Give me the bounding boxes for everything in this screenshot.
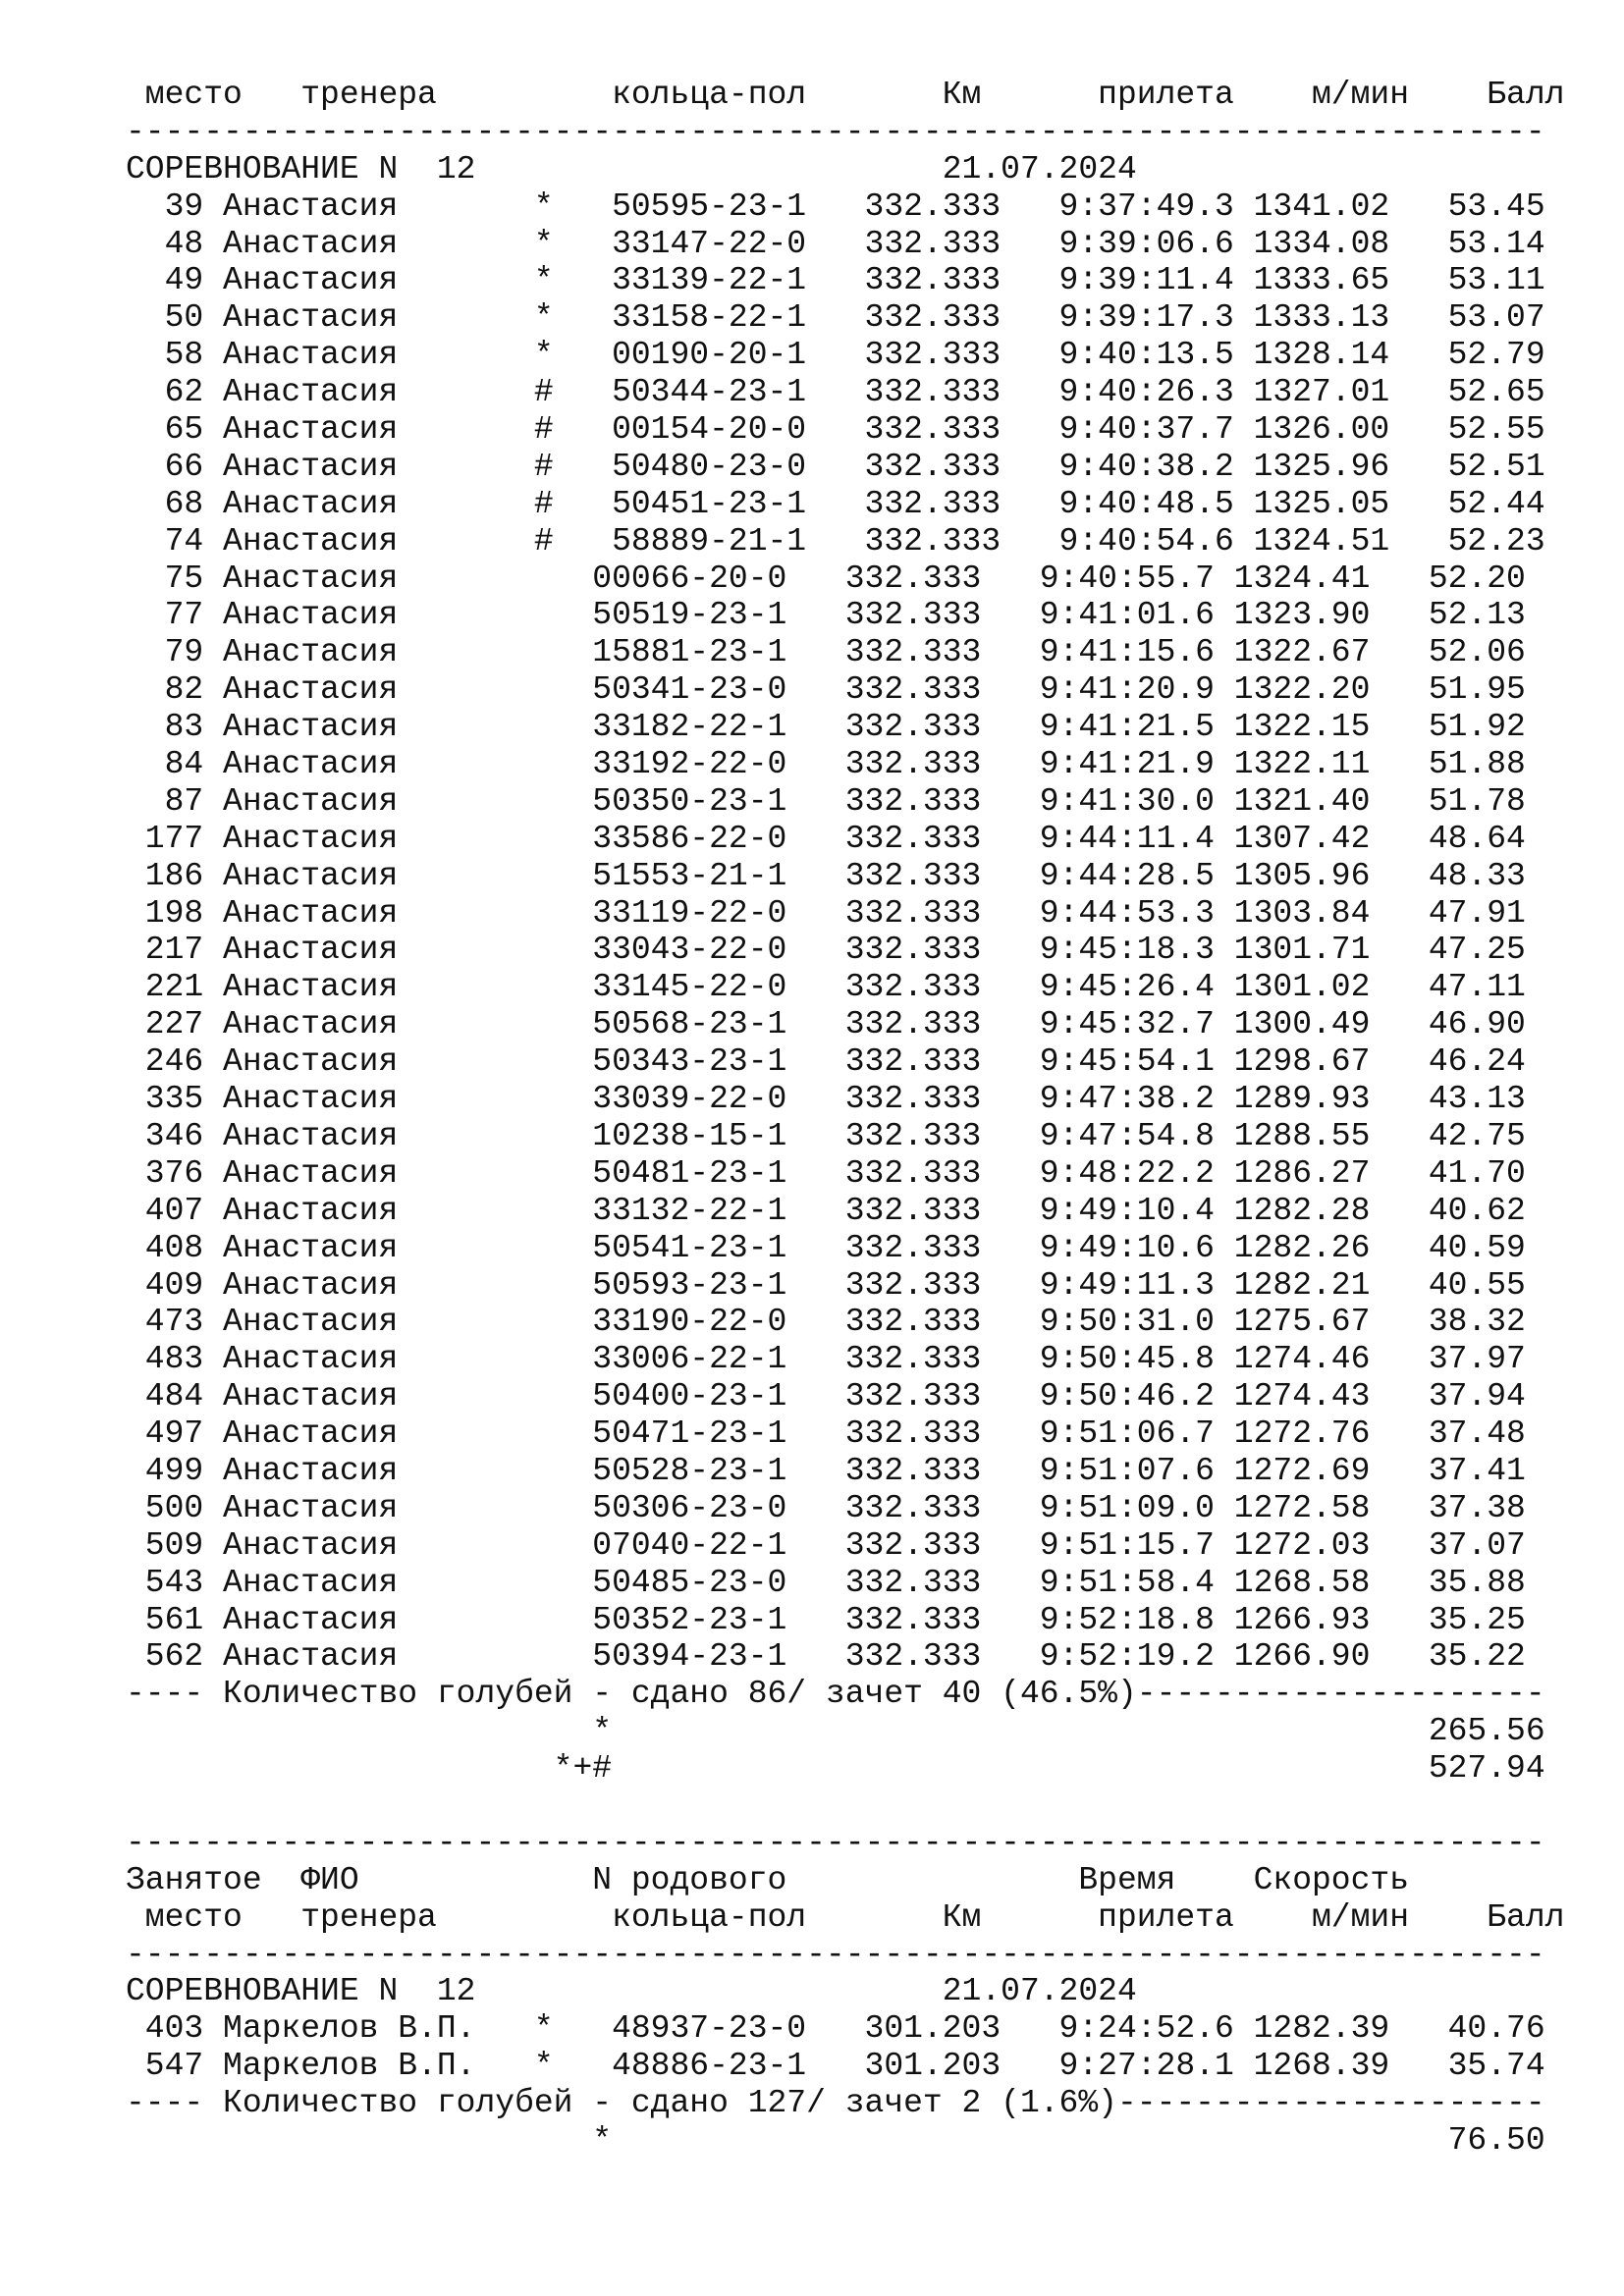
result-row: 84 Анастасия 33192-22-0 332.333 9:41:21.9 1322.11 51.88 <box>126 746 1526 783</box>
result-row: 65 Анастасия # 00154-20-0 332.333 9:40:37.7 1326.00 52.55 <box>126 411 1545 449</box>
result-row: 409 Анастасия 50593-23-1 332.333 9:49:11.3 1282.21 40.55 <box>126 1266 1526 1304</box>
result-row: 547 Маркелов В.П. * 48886-23-1 301.203 9:27:28.1 1268.39 35.74 <box>126 2048 1545 2085</box>
pigeon-count-summary: ---- Количество голубей - сдано 86/ зачет 40 (46.5%)--------------------- <box>126 1676 1545 1713</box>
result-row: 74 Анастасия # 58889-21-1 332.333 9:40:54.6 1324.51 52.23 <box>126 522 1545 560</box>
column-header-line2: место тренера кольца-пол Км прилета м/мин Балл <box>126 77 1565 113</box>
result-row: 509 Анастасия 07040-22-1 332.333 9:51:15.7 1272.03 37.07 <box>126 1526 1526 1564</box>
points-total: * 76.50 <box>126 2121 1545 2159</box>
column-header-line2: место тренера кольца-пол Км прилета м/мин Балл <box>126 1898 1565 1936</box>
result-row: 82 Анастасия 50341-23-0 332.333 9:41:20.9 1322.20 51.95 <box>126 671 1526 709</box>
result-row: 177 Анастасия 33586-22-0 332.333 9:44:11.4 1307.42 48.64 <box>126 820 1526 857</box>
result-row: 77 Анастасия 50519-23-1 332.333 9:41:01.6 1323.90 52.13 <box>126 597 1526 634</box>
blank-line <box>126 1788 1559 1825</box>
result-row: 346 Анастасия 10238-15-1 332.333 9:47:54.8 1288.55 42.75 <box>126 1117 1526 1154</box>
result-row: 198 Анастасия 33119-22-0 332.333 9:44:53.3 1303.84 47.91 <box>126 894 1526 932</box>
result-row: 408 Анастасия 50541-23-1 332.333 9:49:10.6 1282.26 40.59 <box>126 1229 1526 1266</box>
result-row: 227 Анастасия 50568-23-1 332.333 9:45:32.7 1300.49 46.90 <box>126 1006 1526 1043</box>
result-row: 484 Анастасия 50400-23-1 332.333 9:50:46.2 1274.43 37.94 <box>126 1378 1526 1415</box>
points-total: *+# 527.94 <box>126 1750 1545 1788</box>
points-total: * 265.56 <box>126 1713 1545 1750</box>
result-row: 561 Анастасия 50352-23-1 332.333 9:52:18.8 1266.93 35.25 <box>126 1601 1526 1638</box>
pigeon-race-results-report <box>126 77 1565 2197</box>
result-row: 497 Анастасия 50471-23-1 332.333 9:51:06.7 1272.76 37.48 <box>126 1415 1526 1453</box>
result-row: 83 Анастасия 33182-22-1 332.333 9:41:21.5 1322.15 51.92 <box>126 709 1526 746</box>
divider-line: ------------------------------------------------------------------------- <box>126 1936 1545 1973</box>
result-row: 186 Анастасия 51553-21-1 332.333 9:44:28.5 1305.96 48.33 <box>126 857 1526 894</box>
result-row: 562 Анастасия 50394-23-1 332.333 9:52:19.2 1266.90 35.22 <box>126 1638 1526 1676</box>
result-row: 543 Анастасия 50485-23-0 332.333 9:51:58.4 1268.58 35.88 <box>126 1564 1526 1601</box>
result-row: 49 Анастасия * 33139-22-1 332.333 9:39:11.4 1333.65 53.11 <box>126 262 1545 299</box>
result-row: 68 Анастасия # 50451-23-1 332.333 9:40:48.5 1325.05 52.44 <box>126 485 1545 522</box>
result-row: 246 Анастасия 50343-23-1 332.333 9:45:54.1 1298.67 46.24 <box>126 1043 1526 1081</box>
result-row: 66 Анастасия # 50480-23-0 332.333 9:40:38.2 1325.96 52.51 <box>126 448 1545 485</box>
result-row: 221 Анастасия 33145-22-0 332.333 9:45:26.4 1301.02 47.11 <box>126 969 1526 1006</box>
result-row: 58 Анастасия * 00190-20-1 332.333 9:40:13.5 1328.14 52.79 <box>126 337 1545 374</box>
divider-line: ------------------------------------------------------------------------- <box>126 113 1545 150</box>
result-row: 335 Анастасия 33039-22-0 332.333 9:47:38.2 1289.93 43.13 <box>126 1081 1526 1118</box>
competition-title: СОРЕВНОВАНИЕ N 12 21.07.2024 <box>126 150 1137 187</box>
pigeon-count-summary: ---- Количество голубей - сдано 127/ зачет 2 (1.6%)---------------------- <box>126 2085 1545 2122</box>
result-row: 217 Анастасия 33043-22-0 332.333 9:45:18.3 1301.71 47.25 <box>126 932 1526 969</box>
result-row: 87 Анастасия 50350-23-1 332.333 9:41:30.0 1321.40 51.78 <box>126 782 1526 820</box>
result-row: 407 Анастасия 33132-22-1 332.333 9:49:10.4 1282.28 40.62 <box>126 1192 1526 1229</box>
result-row: 403 Маркелов В.П. * 48937-23-0 301.203 9:24:52.6 1282.39 40.76 <box>126 2010 1545 2048</box>
result-row: 473 Анастасия 33190-22-0 332.333 9:50:31.0 1275.67 38.32 <box>126 1304 1526 1341</box>
result-row: 376 Анастасия 50481-23-1 332.333 9:48:22.2 1286.27 41.70 <box>126 1154 1526 1192</box>
competition-title: СОРЕВНОВАНИЕ N 12 21.07.2024 <box>126 1973 1137 2010</box>
divider-line: ------------------------------------------------------------------------- <box>126 1824 1545 1861</box>
result-row: 499 Анастасия 50528-23-1 332.333 9:51:07.6 1272.69 37.41 <box>126 1452 1526 1489</box>
result-row: 79 Анастасия 15881-23-1 332.333 9:41:15.6 1322.67 52.06 <box>126 634 1526 671</box>
result-row: 483 Анастасия 33006-22-1 332.333 9:50:45.8 1274.46 37.97 <box>126 1341 1526 1378</box>
result-row: 75 Анастасия 00066-20-0 332.333 9:40:55.7 1324.41 52.20 <box>126 560 1526 597</box>
result-row: 500 Анастасия 50306-23-0 332.333 9:51:09.0 1272.58 37.38 <box>126 1489 1526 1526</box>
result-row: 62 Анастасия # 50344-23-1 332.333 9:40:26.3 1327.01 52.65 <box>126 374 1545 411</box>
result-row: 50 Анастасия * 33158-22-1 332.333 9:39:17.3 1333.13 53.07 <box>126 299 1545 337</box>
blank-line <box>126 2160 1559 2197</box>
column-header-line1: Занятое ФИО N родового Время Скорость <box>126 1861 1410 1898</box>
result-row: 48 Анастасия * 33147-22-0 332.333 9:39:06.6 1334.08 53.14 <box>126 225 1545 262</box>
result-row: 39 Анастасия * 50595-23-1 332.333 9:37:49.3 1341.02 53.45 <box>126 187 1545 225</box>
